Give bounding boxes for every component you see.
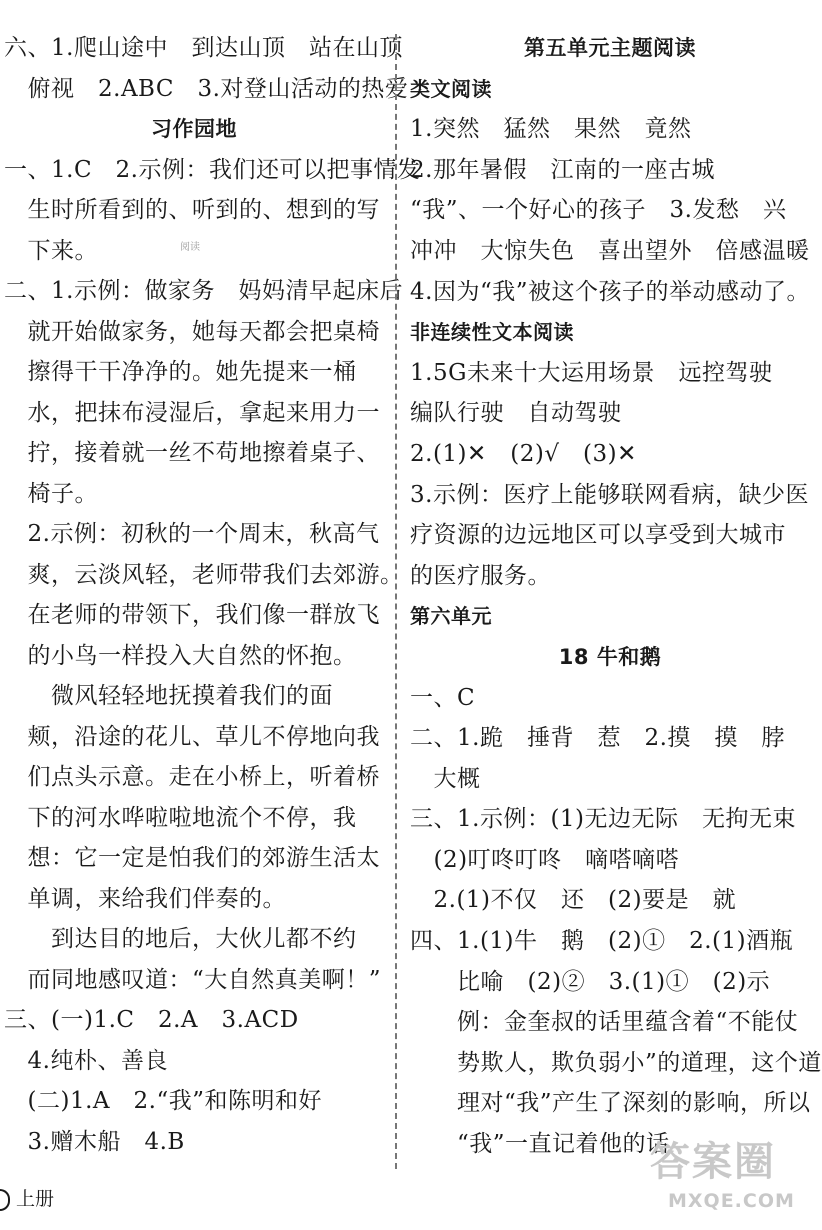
answer-line: 比喻 (2)② 3.(1)① (2)示 bbox=[410, 968, 771, 995]
answer-line: 颊，沿途的花儿、草儿不停地向我 bbox=[4, 723, 380, 750]
left-column bbox=[4, 28, 421, 1162]
answer-line: 四、1.(1)牛 鹅 (2)① 2.(1)酒瓶 bbox=[410, 928, 794, 955]
answer-line: (二)1.A 2.“我”和陈明和好 bbox=[4, 1088, 322, 1114]
page-footer bbox=[0, 1184, 54, 1211]
answer-line: 2.示例：初秋的一个周末，秋高气 bbox=[4, 521, 380, 547]
page-edge-icon bbox=[0, 1189, 10, 1211]
answer-line: 椅子。 bbox=[4, 480, 98, 507]
answer-line: 水，把抹布浸湿后，拿起来用力一 bbox=[4, 399, 380, 426]
answer-line: 单调，来给我们伴奏的。 bbox=[4, 885, 286, 912]
answer-line: 生时所看到的、听到的、想到的写 bbox=[4, 197, 380, 223]
answer-line: 就开始做家务，她每天都会把桌椅 bbox=[4, 318, 380, 345]
answer-line: 俯视 2.ABC 3.对登山活动的热爱 bbox=[4, 75, 409, 102]
answer-line: 2.那年暑假 江南的一座古城 bbox=[410, 156, 715, 183]
answer-line: “我”一直记着他的话 bbox=[410, 1131, 670, 1158]
answer-line: 们点头示意。走在小桥上，听着桥 bbox=[4, 764, 380, 790]
answer-line: 冲冲 大惊失色 喜出望外 倍感温暖 bbox=[410, 237, 810, 264]
answer-line: 2.(1)✕ (2)√ (3)✕ bbox=[410, 440, 637, 467]
subsection-heading: 第六单元 bbox=[410, 604, 492, 629]
answer-line: 下的河水哗啦啦地流个不停，我 bbox=[4, 804, 357, 831]
answer-line: 编队行驶 自动驾驶 bbox=[410, 400, 622, 427]
answer-line: 二、1.示例：做家务 妈妈清早起床后 bbox=[4, 278, 403, 304]
section-heading: 18 牛和鹅 bbox=[558, 644, 662, 669]
section-heading: 第五单元主题阅读 bbox=[524, 36, 696, 60]
answer-line: 4.纯朴、善良 bbox=[4, 1047, 168, 1074]
right-column bbox=[410, 28, 822, 1165]
answer-line: 4.因为“我”被这个孩子的举动感动了。 bbox=[410, 278, 810, 305]
answer-line: 2.(1)不仅 还 (2)要是 就 bbox=[410, 887, 737, 914]
subsection-heading: 非连续性文本阅读 bbox=[410, 320, 574, 345]
answer-line: 例：金奎叔的话里蕴含着“不能仗 bbox=[410, 1009, 799, 1036]
answer-line: 1.5G未来十大运用场景 远控驾驶 bbox=[410, 359, 773, 386]
column-divider bbox=[395, 34, 397, 1169]
answer-line: 1.突然 猛然 果然 竟然 bbox=[410, 116, 692, 143]
answer-line: 一、1.C 2.示例：我们还可以把事情发 bbox=[4, 156, 421, 183]
answer-line: 的医疗服务。 bbox=[410, 562, 551, 589]
answer-line: 擦得干干净净的。她先提来一桶 bbox=[4, 359, 357, 385]
answer-line: 二、1.跪 捶背 惹 2.摸 摸 脖 bbox=[410, 725, 785, 752]
answer-line: 大概 bbox=[410, 765, 481, 792]
answer-line: 在老师的带领下，我们像一群放飞 bbox=[4, 602, 380, 628]
answer-line: 3.赠木船 4.B bbox=[4, 1128, 185, 1155]
answer-line: 势欺人，欺负弱小”的道理，这个道 bbox=[410, 1049, 822, 1076]
watermark bbox=[650, 1130, 810, 1220]
answer-line: 理对“我”产生了深刻的影响，所以 bbox=[410, 1090, 811, 1117]
answer-line: (2)叮咚叮咚 嘀嗒嘀嗒 bbox=[410, 846, 680, 873]
section-heading: 习作园地 bbox=[151, 117, 237, 141]
answer-line: 想：它一定是怕我们的郊游生活太 bbox=[4, 845, 380, 871]
answer-line: 爽，云淡风轻，老师带我们去郊游。 bbox=[4, 561, 404, 588]
answer-line: 微风轻轻地抚摸着我们的面 bbox=[4, 683, 333, 709]
answer-line: 三、(一)1.C 2.A 3.ACD bbox=[4, 1007, 299, 1033]
answer-line: 三、1.示例：(1)无边无际 无拘无束 bbox=[410, 806, 797, 833]
answer-line: 3.示例：医疗上能够联网看病，缺少医 bbox=[410, 481, 809, 508]
answer-line: 六、1.爬山途中 到达山顶 站在山顶 bbox=[4, 35, 403, 61]
answer-line: 疗资源的边远地区可以享受到大城市 bbox=[410, 522, 786, 549]
answer-line: 下来。 bbox=[4, 237, 98, 264]
answer-line: 而同地感叹道：“大自然真美啊！” bbox=[4, 966, 382, 993]
faint-stamp: 阅读 bbox=[180, 242, 200, 253]
watermark-url: MXQE.COM bbox=[668, 1190, 795, 1212]
answer-line: 到达目的地后，大伙儿都不约 bbox=[4, 926, 357, 952]
footer-label: 上册 bbox=[16, 1188, 55, 1210]
answer-line: “我”、一个好心的孩子 3.发愁 兴 bbox=[410, 197, 787, 224]
answer-line: 的小鸟一样投入大自然的怀抱。 bbox=[4, 642, 357, 669]
answer-line: 一、C bbox=[410, 684, 476, 711]
answer-line: 拧，接着就一丝不苟地擦着桌子、 bbox=[4, 440, 380, 466]
watermark-title: 答案圈 bbox=[650, 1139, 776, 1185]
subsection-heading: 类文阅读 bbox=[410, 76, 492, 101]
